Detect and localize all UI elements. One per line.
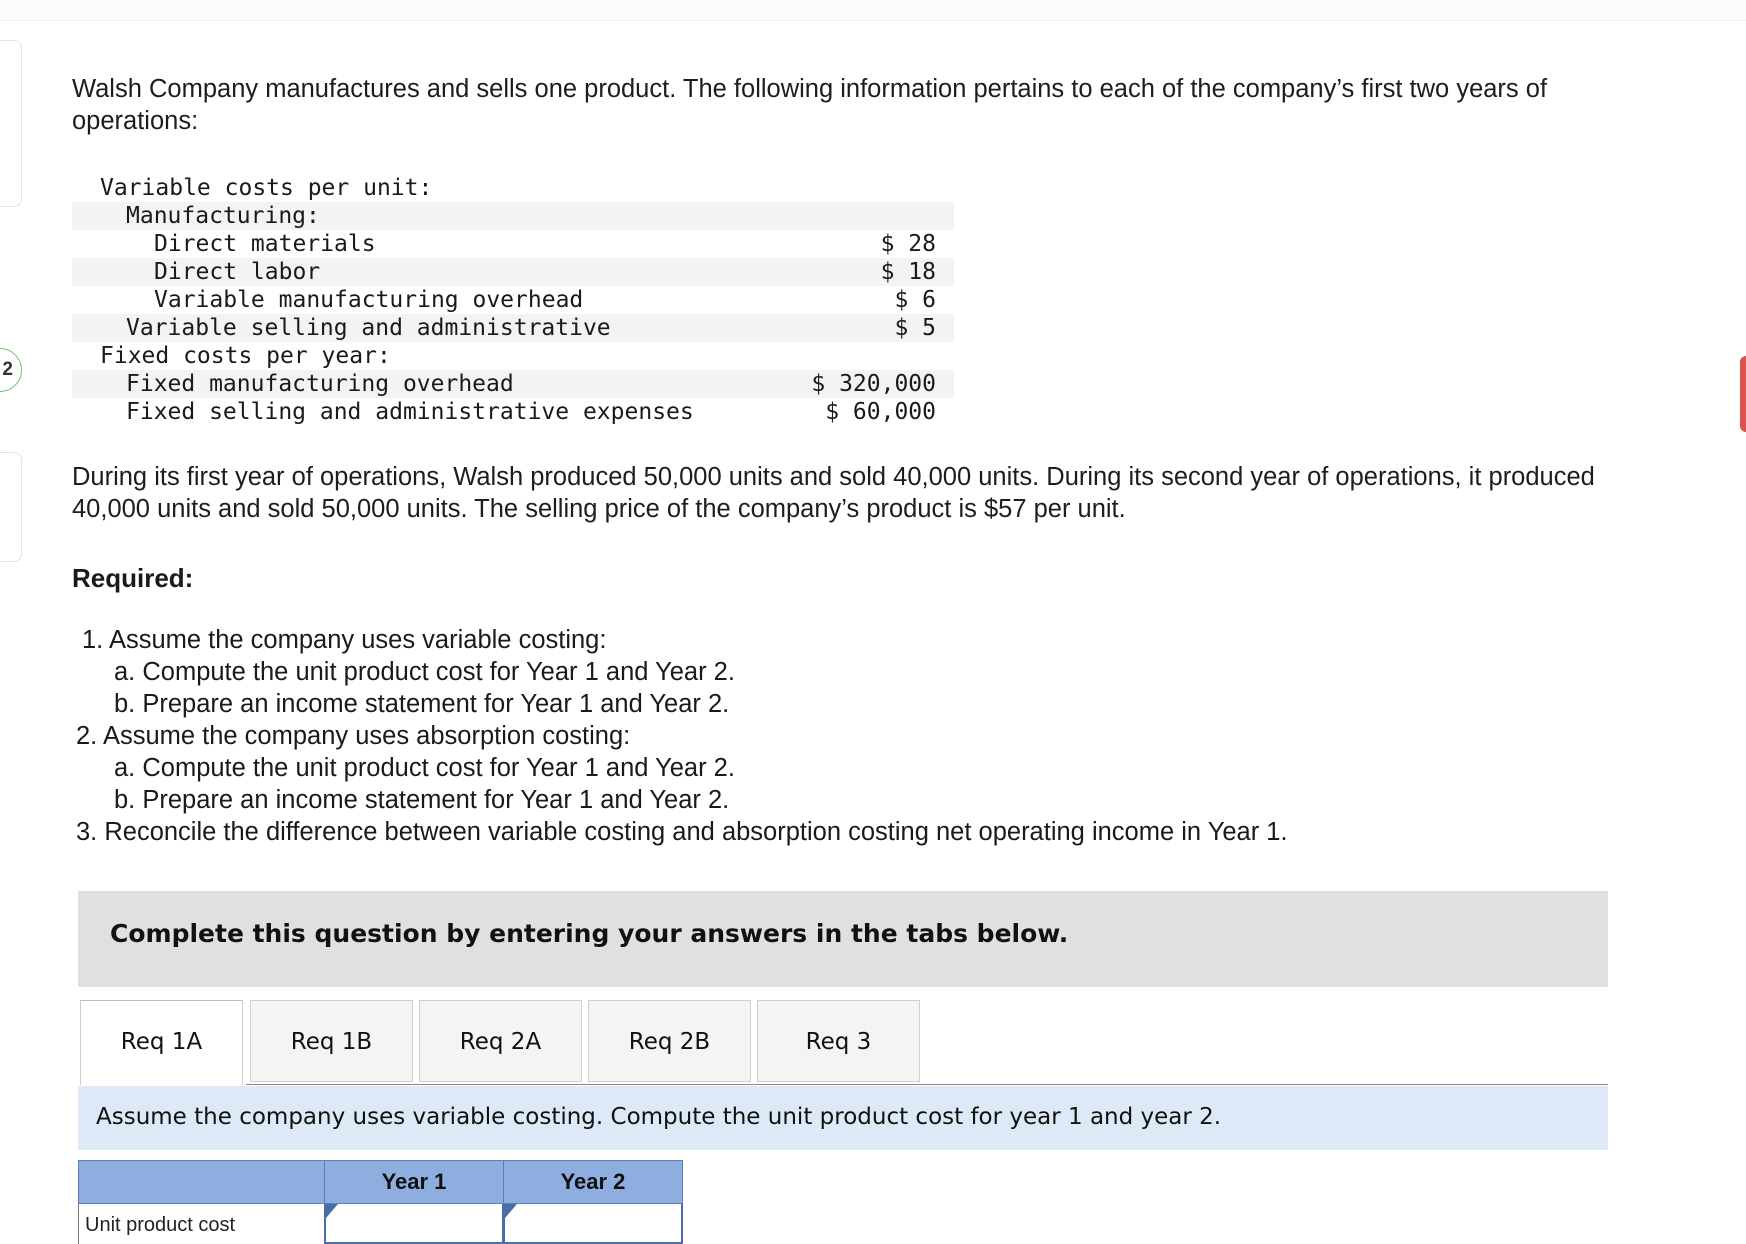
tab-req-1a[interactable]: Req 1A — [80, 1000, 243, 1085]
input-flag-icon — [326, 1204, 338, 1218]
table-header-year-1: Year 1 — [324, 1160, 504, 1204]
row-label-unit-product-cost: Unit product cost — [78, 1204, 325, 1244]
cost-row — [72, 174, 954, 202]
tab-instruction — [78, 1086, 1608, 1150]
required-heading: Required: — [72, 563, 194, 593]
requirement-item: 3. Reconcile the difference between variable costing and absorption costing net operating income in Year 1. — [76, 818, 1288, 846]
question-number-badge[interactable] — [0, 348, 22, 392]
instructions-banner — [78, 891, 1608, 987]
cost-label: Variable costs per unit: — [100, 175, 433, 201]
tab-req-2a[interactable]: Req 2A — [419, 1000, 582, 1082]
cost-row — [72, 230, 954, 258]
cost-row — [72, 398, 954, 426]
cost-label: Manufacturing: — [126, 203, 320, 229]
cost-row — [72, 202, 954, 230]
side-flag-tab[interactable] — [1740, 356, 1746, 432]
instruction-text: Assume the company uses variable costing. Compute the unit product cost for year 1 and year 2. — [96, 1104, 1222, 1130]
cost-value: $ 320,000 — [811, 371, 936, 397]
side-panel-card — [0, 452, 22, 562]
cost-value: $ 5 — [894, 315, 936, 341]
side-panel-card — [0, 40, 22, 207]
cost-label: Fixed selling and administrative expenses — [126, 399, 694, 425]
tab-req-1b[interactable]: Req 1B — [250, 1000, 413, 1082]
requirement-item: 2. Assume the company uses absorption costing: — [76, 722, 631, 750]
question-number: 2 — [2, 359, 13, 380]
operations-text: During its first year of operations, Walsh produced 50,000 units and sold 40,000 units. During its second year of operations, it produced 40,000 units and sold 50,000 units. The selling price of the company’s product is $57 per unit. — [72, 463, 1595, 523]
top-bar — [0, 0, 1746, 21]
cost-row — [72, 258, 954, 286]
requirement-item: b. Prepare an income statement for Year 1 and Year 2. — [114, 786, 730, 814]
year-1-input[interactable] — [324, 1204, 504, 1244]
intro-text: Walsh Company manufactures and sells one product. The following information pertains to each of the company’s first two years of operations: — [72, 75, 1548, 135]
table-header-blank — [78, 1160, 325, 1204]
tab-req-3[interactable]: Req 3 — [757, 1000, 920, 1082]
cost-value: $ 18 — [880, 259, 936, 285]
cost-label: Direct materials — [154, 231, 376, 257]
table-header-year-2: Year 2 — [503, 1160, 683, 1204]
requirement-item: a. Compute the unit product cost for Year 1 and Year 2. — [114, 754, 735, 782]
cost-row — [72, 286, 954, 314]
tab-divider — [246, 1084, 1608, 1085]
year-2-input[interactable] — [503, 1204, 683, 1244]
cost-label: Fixed costs per year: — [100, 343, 391, 369]
cost-value: $ 60,000 — [825, 399, 936, 425]
cost-table — [72, 174, 954, 426]
tab-req-2b[interactable]: Req 2B — [588, 1000, 751, 1082]
cost-label: Fixed manufacturing overhead — [126, 371, 514, 397]
requirement-item: 1. Assume the company uses variable costing: — [82, 626, 607, 654]
requirement-item: a. Compute the unit product cost for Year 1 and Year 2. — [114, 658, 735, 686]
banner-text: Complete this question by entering your answers in the tabs below. — [110, 919, 1069, 948]
cost-value: $ 28 — [880, 231, 936, 257]
cost-label: Variable manufacturing overhead — [154, 287, 584, 313]
cost-row — [72, 370, 954, 398]
cost-row — [72, 314, 954, 342]
requirements-list — [76, 624, 1288, 848]
cost-label: Variable selling and administrative — [126, 315, 611, 341]
input-flag-icon — [505, 1204, 517, 1218]
cost-row — [72, 342, 954, 370]
cost-label: Direct labor — [154, 259, 321, 285]
requirement-item: b. Prepare an income statement for Year 1 and Year 2. — [114, 690, 730, 718]
cost-value: $ 6 — [894, 287, 936, 313]
